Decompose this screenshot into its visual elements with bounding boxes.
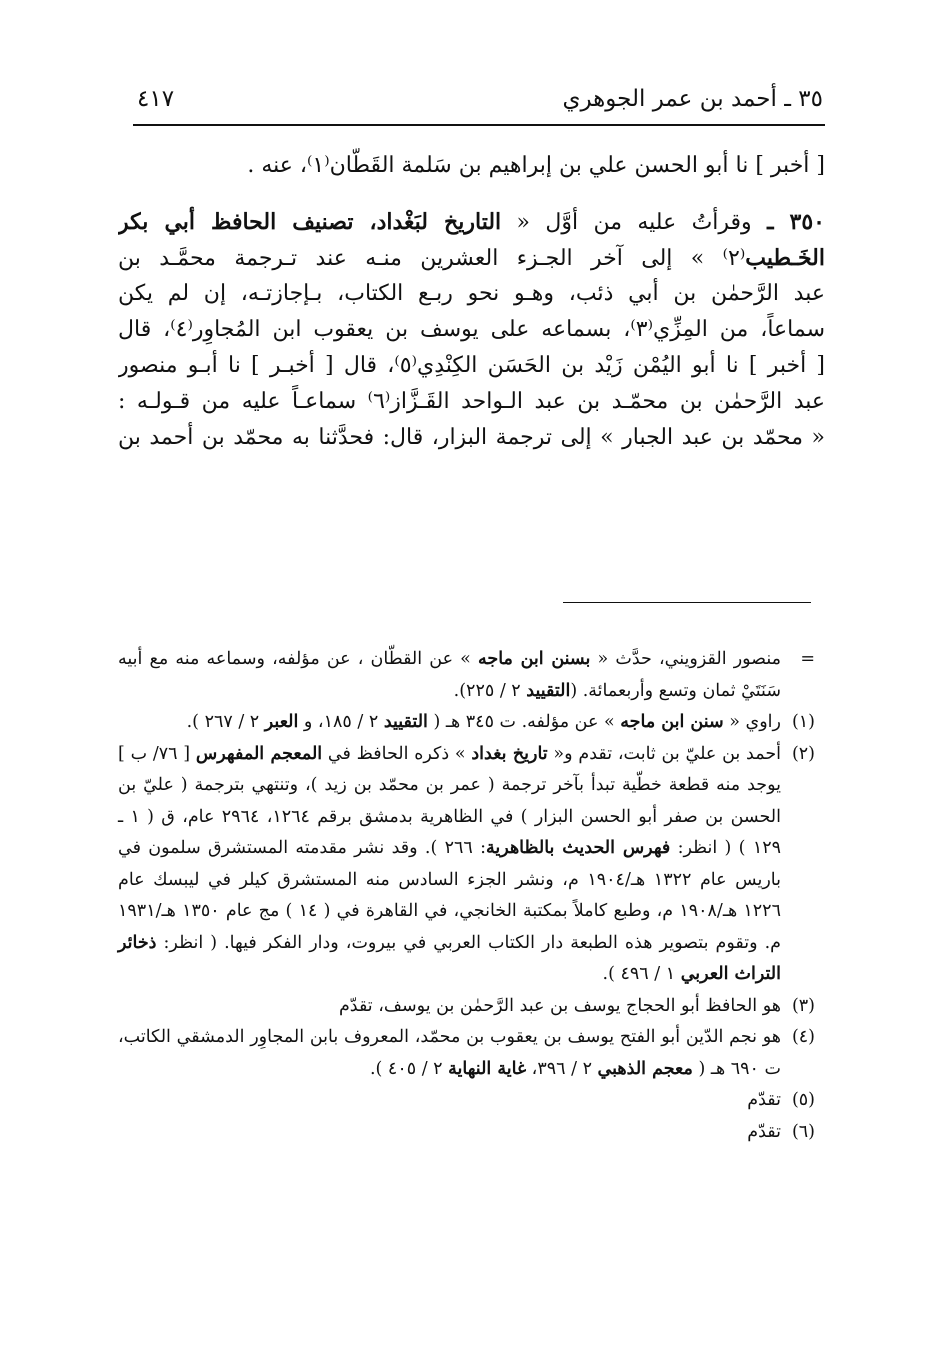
book-title-bold: التاريخ لبَغْداد، تصنيف الحافظ أبي بكر: [118, 209, 502, 235]
footnote-continuation: [118, 644, 815, 707]
footnotes: [118, 644, 815, 1148]
footnote-text: [118, 644, 781, 707]
entry-number: ٣٥٠ ـ: [767, 209, 825, 235]
author-name-bold: الخَـطيب: [745, 245, 825, 271]
main-line-2-text: وقرأتُ عليه من أوَّل «: [501, 210, 768, 235]
footnote-6: [118, 1117, 815, 1149]
footnote-span: » ذكره الحافظ في: [322, 743, 472, 764]
footnote-bold: سنن ابن ماجه: [620, 712, 724, 732]
footnote-text: تقدّم: [747, 1121, 781, 1142]
footnote-marker: (٣): [791, 995, 815, 1016]
footnote-bold: تاريخ بغداد: [471, 743, 548, 764]
footnote-bold: بسنن ابن ماجه: [478, 649, 591, 669]
footnote-span: ٢ / ٤٠٥ ).: [369, 1058, 449, 1079]
footnote-span: راوي «: [723, 712, 781, 732]
footnote-span: » عن القطّان ، عن مؤلفه، وسماعه منه مع أبيه سَنَتَيْ ثمان وتسع وأربعمائة. (: [118, 649, 781, 701]
footnote-span: » عن مؤلفه. ت ٣٤٥ هـ (: [427, 712, 621, 732]
footnote-span: [ ٧٦/ ب ] يوجد منه قطعة خطّية تبدأ بآخر ترجمة ( عمر بن محمّد بن زيد )، وتنتهي بترجمة ( عليّ بن الحسن بن صفر أبو الحسن البزار ) في الظاهرية بدمشق برقم ١٢٦٤، ٢٩٦٤ عام، ق ( ١ ـ ١٢٩ ) ( انظر:: [118, 743, 782, 858]
footnote-bold: فهرس الحديث بالظاهرية: [486, 838, 671, 858]
footnote-text: تقدّم: [747, 1090, 781, 1110]
footnote-span: منصور القزويني، حدَّث «: [590, 649, 782, 669]
footnote-bold: معجم الذهبي: [597, 1058, 693, 1079]
main-line-6: [ أخبر ] نا أبو اليُمْن زَيْد بن الحَسَن الكِنْدِي⁽٥⁾، قال [ أخبـر ] نا أبـو منصور: [118, 353, 825, 378]
header-rule: [133, 124, 825, 126]
footnote-text: [118, 739, 781, 991]
footnote-bold: غاية النهاية: [448, 1058, 527, 1079]
footnote-marker: (٦): [791, 1121, 815, 1142]
main-line-2: [118, 204, 825, 240]
main-line-1: [ أخبر ] نا أبو الحسن علي بن إبراهيم بن سَلمة القَطّان⁽١⁾، عنه .: [247, 153, 825, 178]
footnote-3: [118, 991, 815, 1023]
footnote-span: ٢ / ٢٦٧ ).: [186, 712, 265, 732]
main-line-7: عبد الرَّحمٰن بن محمّـد بن عبد الـواحد القَـزَّاز⁽٦⁾ سماعـاً عليه من قـولـه :: [118, 389, 825, 414]
footnote-span: ١ / ٤٩٦ ).: [602, 964, 681, 984]
footnote-bold: التقييد: [383, 712, 428, 732]
running-title: ٣٥ ـ أحمد بن عمر الجوهري: [562, 86, 823, 112]
footnote-text: [118, 1022, 781, 1085]
main-line-8: « محمّد بن عبد الجبار » إلى ترجمة البزار، قال: فحدَّثنا به محمّد بن أحمد بن: [118, 425, 825, 450]
footnote-2: [118, 739, 815, 991]
page-number: ٤١٧: [137, 86, 175, 112]
main-text: [118, 148, 825, 456]
footnote-span: : ٢٦٦ ). وقد نشر مقدمته المستشرق سلمون في باريس عام ١٣٢٢ هـ/١٩٠٤ م، ونشر الجزء السادس منه المستشرق كيلر في ليبسك عام ١٢٢٦ هـ/١٩٠٨ م، وطبع كاملاً بمكتبة الخانجي، في القاهرة في ( ١٤ ) مج عام ١٣٥٠ هـ/١٩٣١ م. وتقوم بتصوير هذه الطبعة دار الكتاب العربي في بيروت، ودار الفكر فيها. ( انظر:: [118, 838, 781, 953]
footnote-text: هو الحافظ أبو الحجاج يوسف بن عبد الرَّحمٰن بن يوسف، تقدّم: [338, 995, 781, 1016]
footnote-marker: (١): [791, 712, 815, 732]
footnote-1: [118, 707, 815, 739]
footnote-marker: (٤): [791, 1027, 815, 1047]
footnote-span: ٢ / ١٨٥، و: [298, 712, 384, 732]
footnote-4: [118, 1022, 815, 1085]
footnote-marker: (٢): [791, 743, 815, 764]
footnote-bold: التقييد: [526, 680, 571, 701]
footnote-bold: المعجم المفهرس: [195, 743, 323, 764]
footnote-5: [118, 1085, 815, 1117]
main-line-5: سماعاً، من المِزِّي⁽٣⁾، بسماعه على يوسف بن يعقوب ابن المُجاوِر⁽٤⁾، قال: [118, 317, 825, 342]
footnote-marker: (٥): [791, 1090, 815, 1110]
footnote-separator: [563, 602, 811, 603]
page-header: [133, 82, 823, 122]
main-line-3-text: ⁽٢⁾ » إلى آخر الجـزء العشرين منـه عند تـرجمة محمَّـد بن: [118, 246, 746, 271]
main-line-4: عبد الرَّحمٰن بن أبي ذئب، وهـو نحو ربـع الكتاب، بـإجازتـه، إن لم يكن: [118, 281, 825, 306]
footnote-span: ٢ / ٣٩٦،: [526, 1058, 598, 1079]
footnote-span: أحمد بن عليّ بن ثابت، تقدم و«: [547, 743, 782, 764]
footnote-text: [118, 707, 781, 739]
footnote-span: هو نجم الدّين أبو الفتح يوسف بن يعقوب بن محمّد، المعروف بابن المجاوِر الدمشقي الكاتب، ت ٦٩٠ هـ (: [118, 1027, 781, 1079]
main-line-3: [118, 240, 825, 276]
footnote-bold: ذخائر التراث العربي: [118, 932, 781, 984]
footnote-bold: العبر: [264, 712, 299, 732]
footnote-span: ٢ / ٢٢٥).: [453, 680, 527, 701]
footnote-marker: =: [800, 649, 815, 669]
